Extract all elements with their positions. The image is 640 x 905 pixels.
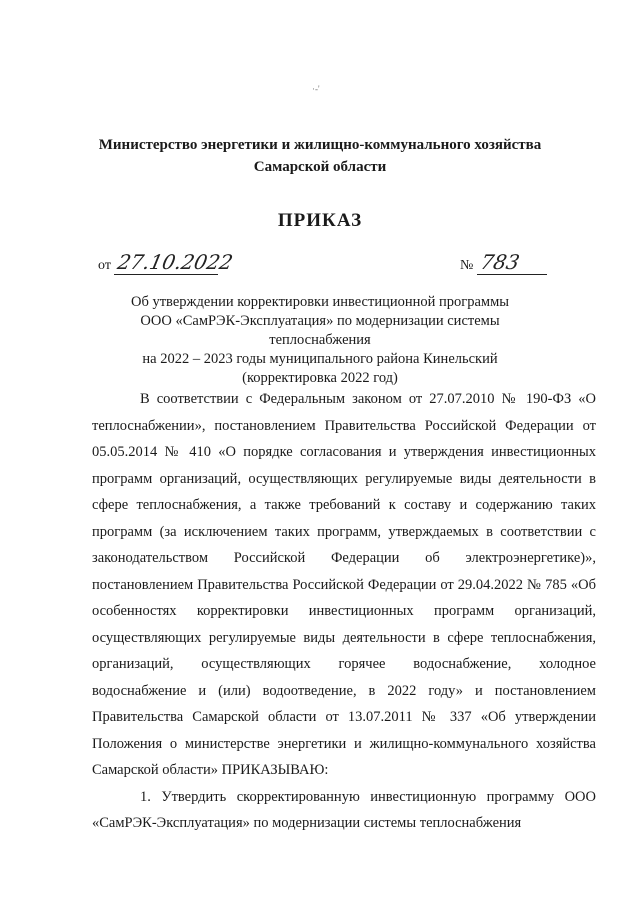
item-1-paragraph: 1. Утвердить скорректированную инвестиционную программу ООО «СамРЭК-Эксплуатация» по модернизации системы теплоснабжения — [92, 788, 596, 831]
number-prefix: № — [460, 258, 474, 273]
ministry-line-1: Министерство энергетики и жилищно-коммунального хозяйства — [98, 137, 542, 153]
preamble-paragraph: В соответствии с Федеральным законом от 27.07.2010 № 190-ФЗ «О теплоснабжении», постановлением Правительства Российской Федерации от 05.05.2014 № 410 «О порядке согласования и утверждения инвестиционных программ организаций, осуществляющих регулируемые виды деятельности в сфере теплоснабжения, а также требований к составу и содержанию таких программ (за исключением таких программ, утверждаемых в соответствии с законодательством Российской Федерации об электроэнергетике)», постановлением Правительства Российской Федерации от 29.04.2022 № 785 «Об особенностях корректировки инвестиционных программ организаций, осуществляющих регулируемые виды деятельности в сфере теплоснабжения, организаций, осуществляющих горячее водоснабжение, холодное водоснабжение и (или) водоотведение, в 2022 году» и постановлением Правительства Самарской области от 13.07.2011 № 337 «Об утверждении Положения о министерстве энергетики и жилищно-коммунального хозяйства Самарской области» ПРИКАЗЫВАЮ: — [92, 391, 596, 778]
number-field — [477, 250, 547, 275]
subject-line-2: ООО «СамРЭК-Эксплуатация» по модернизации системы теплоснабжения — [140, 313, 500, 348]
subject-line-3: на 2022 – 2023 годы муниципального района Кинельский — [142, 351, 498, 367]
date-prefix: от — [98, 258, 111, 273]
order-body — [92, 386, 596, 837]
ministry-line-2: Самарской области — [253, 159, 387, 175]
date-field — [114, 250, 236, 275]
order-date — [98, 250, 236, 275]
scan-artifact: ·-' — [312, 84, 320, 94]
order-title: ПРИКАЗ — [277, 210, 363, 231]
handwritten-date: 27.10.2022 — [115, 250, 236, 274]
order-subject — [90, 293, 550, 388]
ministry-header — [70, 134, 570, 178]
handwritten-number: 783 — [478, 250, 522, 274]
subject-line-4: (корректировка 2022 год) — [242, 370, 398, 386]
order-number — [460, 250, 547, 275]
subject-line-1: Об утверждении корректировки инвестиционной программы — [131, 294, 509, 310]
